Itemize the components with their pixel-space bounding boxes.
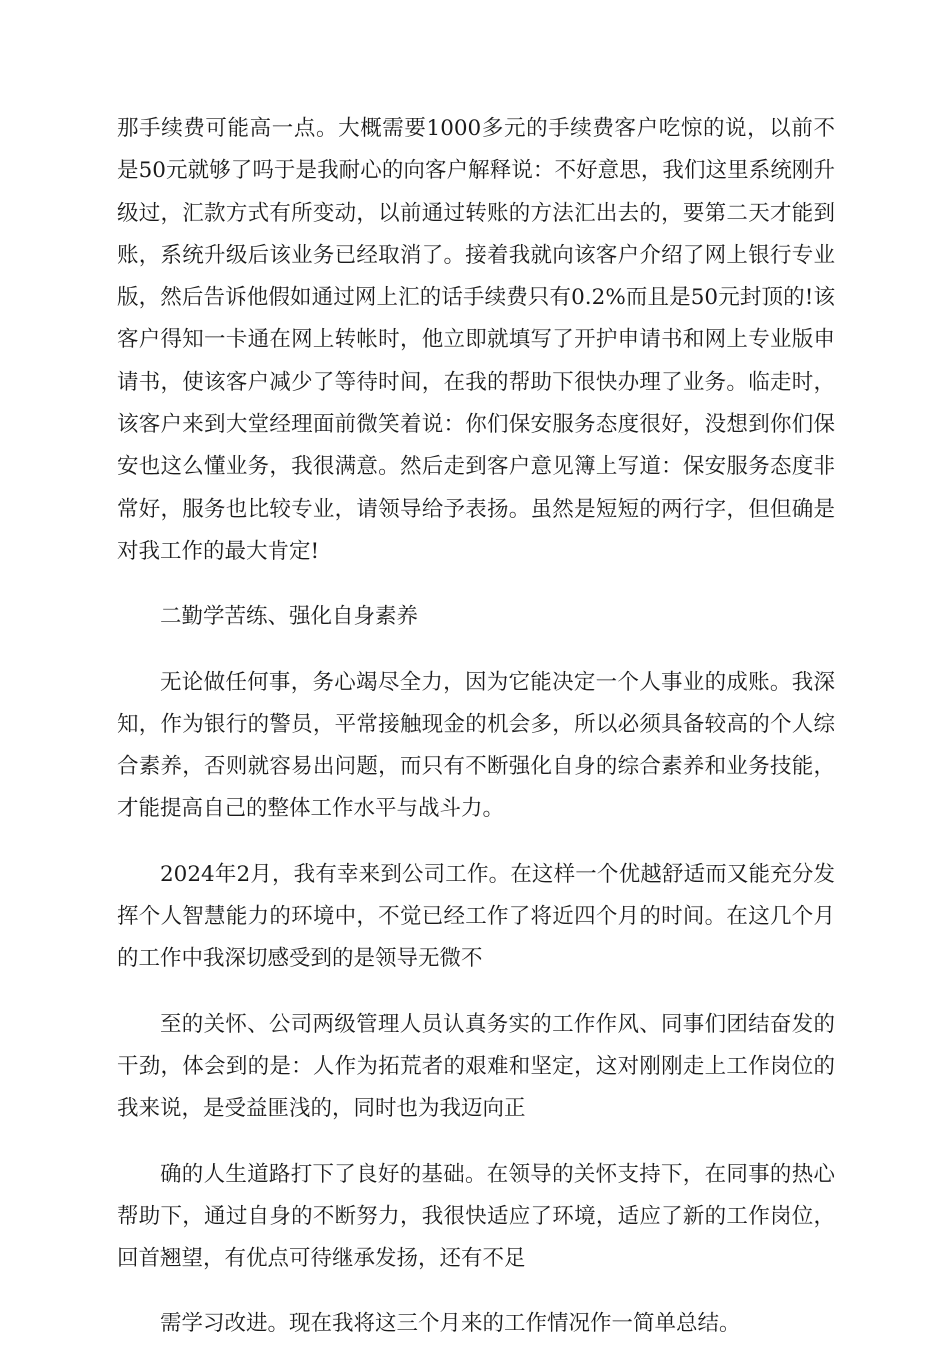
section-heading: 二勤学苦练、强化自身素养: [160, 604, 419, 630]
paragraph-self-cultivation: 无论做任何事，务心竭尽全力，因为它能决定一个人事业的成账。我深知，作为银行的警员，平常接触现金的机会多，所以必须具备较高的个人综合素养，否则就容易出问题，而只有不断强化自身的综合素养和业务技能，才能提高自己的整体工作水平与战斗力。: [117, 669, 835, 822]
document-body: [117, 108, 835, 1369]
paragraph-foundation: 确的人生道路打下了良好的基础。在领导的关怀支持下，在同事的热心帮助下，通过自身的不断努力，我很快适应了环境，适应了新的工作岗位，回首翘望，有优点可待继承发扬，还有不足: [117, 1161, 835, 1272]
paragraph-summary-intro: 需学习改进。现在我将这三个月来的工作情况作一简单总结。: [160, 1311, 741, 1337]
paragraph-joined-company: 2024年2月，我有幸来到公司工作。在这样一个优越舒适而又能充分发挥个人智慧能力的环境中，不觉已经工作了将近四个月的时间。在这几个月的工作中我深切感受到的是领导无微不: [117, 861, 835, 972]
paragraph-customer-story: 那手续费可能高一点。大概需要1000多元的手续费客户吃惊的说，以前不是50元就够了吗于是我耐心的向客户解释说：不好意思，我们这里系统刚升级过，汇款方式有所变动，以前通过转账的方法汇出去的，要第二天才能到账，系统升级后该业务已经取消了。接着我就向该客户介绍了网上银行专业版，然后告诉他假如通过网上汇的话手续费只有0.2%而且是50元封顶的!该客户得知一卡通在网上转帐时，他立即就填写了开护申请书和网上专业版申请书，使该客户减少了等待时间，在我的帮助下很快办理了业务。临走时，该客户来到大堂经理面前微笑着说：你们保安服务态度很好，没想到你们保安也这么懂业务，我很满意。然后走到客户意见簿上写道：保安服务态度非常好，服务也比较专业，请领导给予表扬。虽然是短短的两行字，但但确是对我工作的最大肯定!: [117, 116, 835, 564]
paragraph-care-and-attitude: 至的关怀、公司两级管理人员认真务实的工作作风、同事们团结奋发的干劲，体会到的是：人作为拓荒者的艰难和坚定，这对刚刚走上工作岗位的我来说，是受益匪浅的，同时也为我迈向正: [117, 1011, 835, 1122]
